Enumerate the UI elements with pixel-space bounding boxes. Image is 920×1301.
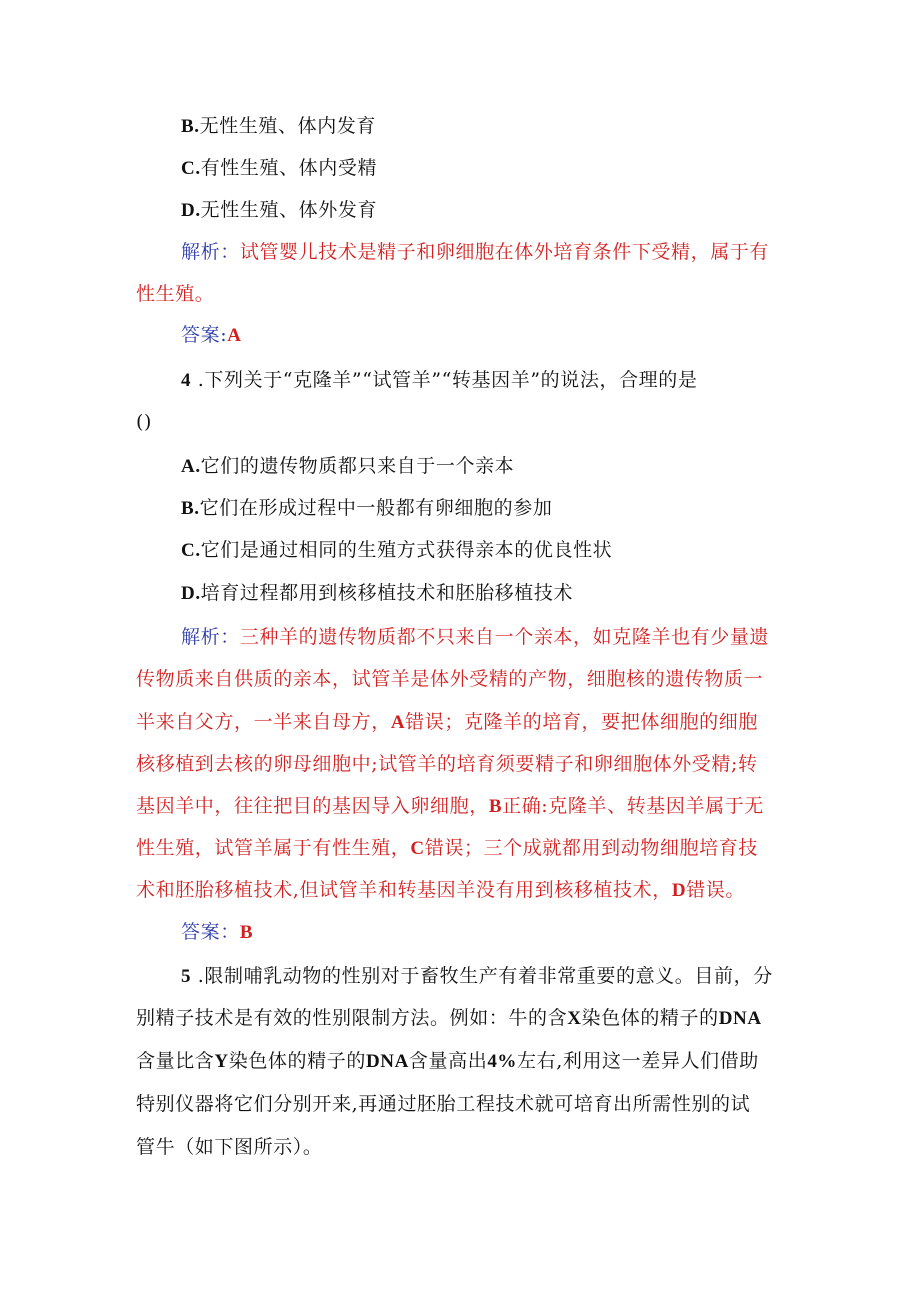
q5-line-2: 别精子技术是有效的性别限制方法。例如：牛的含X染色体的精子的DNA bbox=[136, 1007, 762, 1029]
q3-option-b: B.无性生殖、体内发育 bbox=[181, 115, 377, 137]
q4-option-b: B.它们在形成过程中一般都有卵细胞的参加 bbox=[181, 497, 553, 519]
q5-line-3: 含量比含Y染色体的精子的DNA含量高出4%左右,利用这一差异人们借助 bbox=[136, 1050, 759, 1072]
q4-analysis-line-5: 基因羊中，往往把目的基因导入卵细胞，B正确:克隆羊、转基因羊属于无 bbox=[136, 795, 764, 817]
q3-analysis-line-1: 解析：试管婴儿技术是精子和卵细胞在体外培育条件下受精，属于有 bbox=[181, 241, 770, 263]
q3-analysis-line-2: 性生殖。 bbox=[136, 283, 215, 305]
q4-stem-line-2: () bbox=[136, 411, 153, 433]
q4-option-c: C.它们是通过相同的生殖方式获得亲本的优良性状 bbox=[181, 539, 613, 561]
q4-answer: 答案：B bbox=[181, 921, 254, 943]
q4-analysis-line-3: 半来自父方，一半来自母方，A错误；克隆羊的培育，要把体细胞的细胞 bbox=[136, 711, 758, 733]
q3-answer: 答案:A bbox=[181, 324, 242, 346]
q4-analysis-line-2: 传物质来自供质的亲本，试管羊是体外受精的产物，细胞核的遗传物质一 bbox=[136, 668, 764, 690]
q4-analysis-line-7: 术和胚胎移植技术,但试管羊和转基因羊没有用到核移植技术，D错误。 bbox=[136, 879, 745, 901]
q5-line-1: 5 .限制哺乳动物的性别对于畜牧生产有着非常重要的意义。目前，分 bbox=[181, 965, 773, 987]
q5-line-4: 特别仪器将它们分别开来,再通过胚胎工程技术就可培育出所需性别的试 bbox=[136, 1093, 751, 1115]
q4-analysis-line-6: 性生殖，试管羊属于有性生殖，C错误；三个成就都用到动物细胞培育技 bbox=[136, 837, 758, 859]
q4-option-d: D.培育过程都用到核移植技术和胚胎移植技术 bbox=[181, 582, 574, 604]
q5-line-5: 管牛（如下图所示）。 bbox=[136, 1136, 323, 1158]
q4-analysis-line-4: 核移植到去核的卵母细胞中;试管羊的培育须要精子和卵细胞体外受精;转 bbox=[136, 753, 758, 775]
q4-option-a: A.它们的遗传物质都只来自于一个亲本 bbox=[181, 455, 515, 477]
q3-option-d: D.无性生殖、体外发育 bbox=[181, 199, 378, 221]
q4-stem-line-1: 4 .下列关于“克隆羊”“试管羊”“转基因羊”的说法，合理的是 bbox=[181, 369, 698, 391]
q4-analysis-line-1: 解析：三种羊的遗传物质都不只来自一个亲本，如克隆羊也有少量遗 bbox=[181, 626, 770, 648]
q3-option-c: C.有性生殖、体内受精 bbox=[181, 157, 378, 179]
